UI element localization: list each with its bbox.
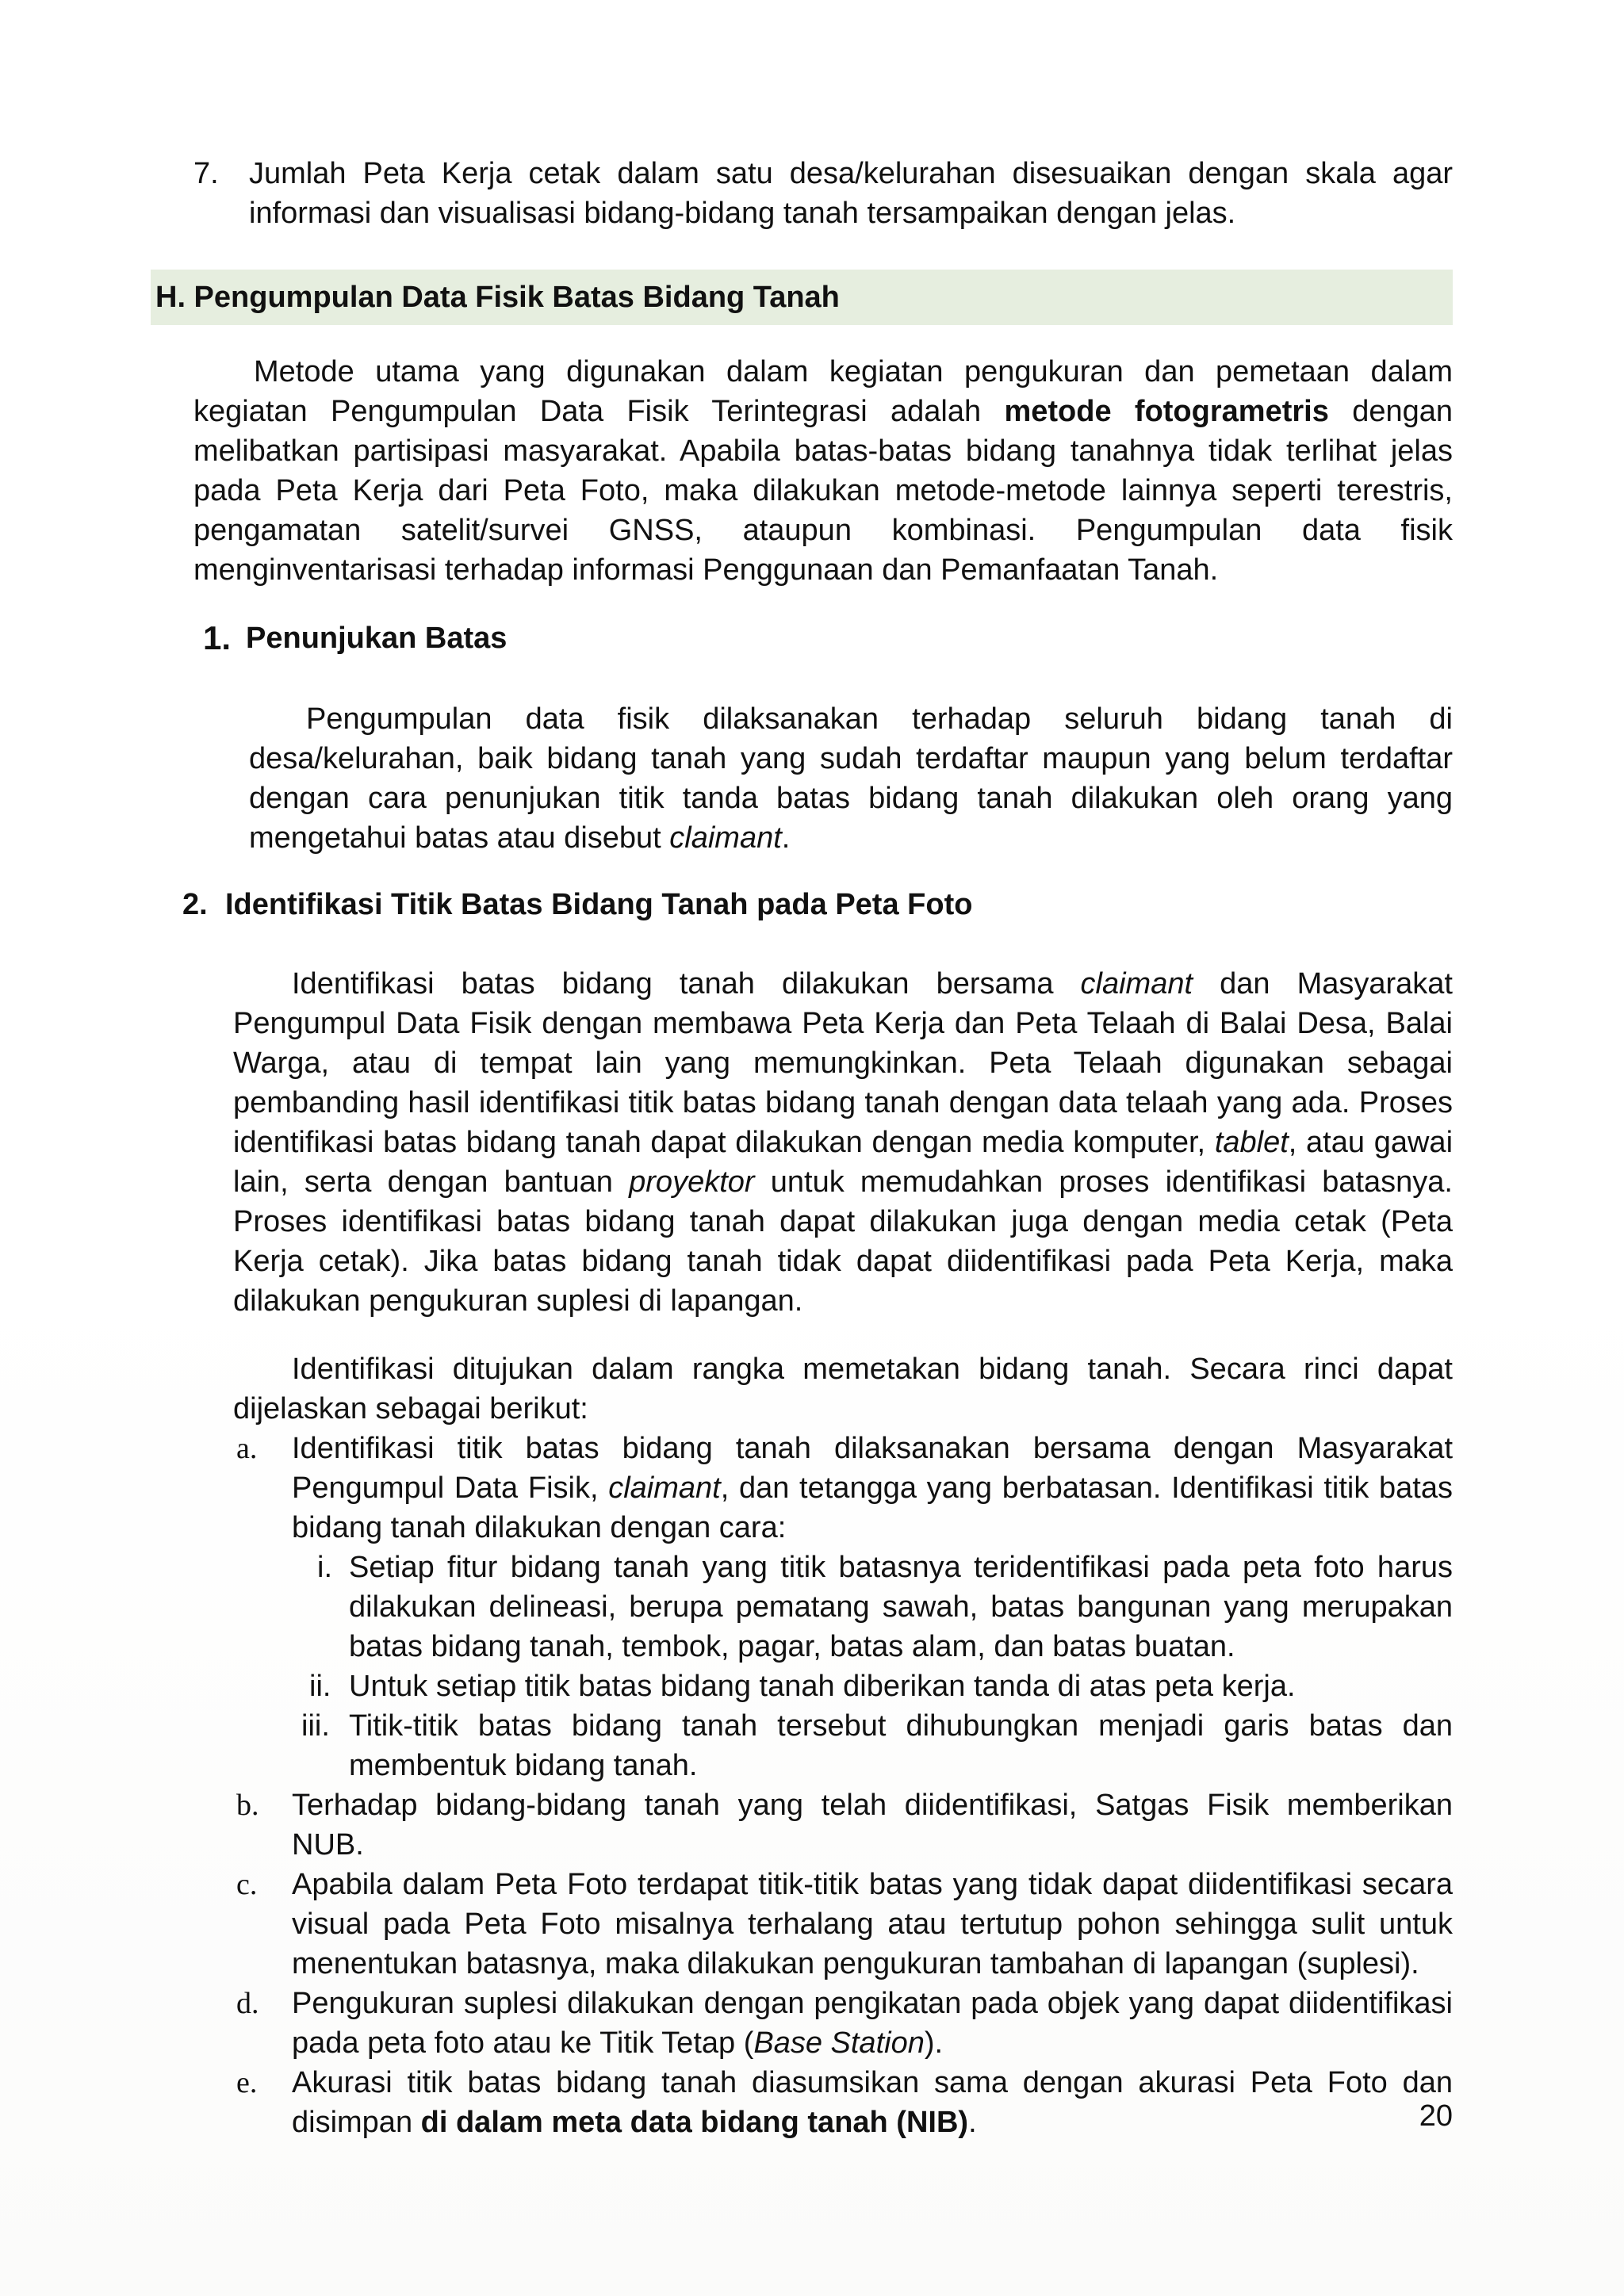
list-item-text: Jumlah Peta Kerja cetak dalam satu desa/kelurahan disesuaikan dengan skala agar informasi dan visualisasi bidang-bidang tanah tersampaikan dengan jelas. xyxy=(249,157,1453,230)
subheading-1 xyxy=(203,618,508,660)
section-h-paragraph: Metode utama yang digunakan dalam kegiatan pengukuran dan pemetaan dalam kegiatan Pengumpulan Data Fisik Terintegrasi adalah metode fotogrametris dengan melibatkan partisipasi masyarakat. Apabila batas-batas bidang tanahnya tidak terlihat jelas pada Peta Kerja dari Peta Foto, maka dilakukan metode-metode lainnya seperti terestris, pengamatan satelit/survei GNSS, ataupun kombinasi. Pengumpulan data fisik menginventarisasi terhadap informasi Penggunaan dan Pemanfaatan Tanah. xyxy=(193,355,1453,587)
roman-list xyxy=(233,1548,1453,1785)
section-heading-h: H. Pengumpulan Data Fisik Batas Bidang Tanah xyxy=(155,281,840,314)
list-item-text: Titik-titik batas bidang tanah tersebut dihubungkan menjadi garis batas dan membentuk bidang tanah. xyxy=(349,1709,1453,1782)
list-item xyxy=(233,2063,1453,2142)
italic-term: Base Station xyxy=(753,2026,925,2060)
list-roman: i. xyxy=(317,1551,332,1584)
italic-term: claimant xyxy=(669,821,782,855)
bold-term: di dalam meta data bidang tanah (NIB) xyxy=(420,2106,969,2139)
list-letter: c. xyxy=(236,1868,258,1901)
list-letter: b. xyxy=(236,1789,259,1822)
list-item xyxy=(309,1667,1453,1706)
list-roman: ii. xyxy=(309,1670,331,1703)
list-item xyxy=(233,1984,1453,2063)
list-letter: d. xyxy=(236,1987,259,2020)
list-item xyxy=(301,1706,1453,1785)
list-item-text: Pengukuran suplesi dilakukan dengan pengikatan pada objek yang dapat diidentifikasi pada peta foto atau ke Titik Tetap (Base Station). xyxy=(292,1987,1453,2060)
lettered-list xyxy=(233,1429,1453,2142)
list-roman: iii. xyxy=(301,1709,330,1743)
list-item-text: Untuk setiap titik batas bidang tanah diberikan tanda di atas peta kerja. xyxy=(349,1670,1296,1703)
italic-term: claimant xyxy=(1080,967,1193,1001)
list-letter: e. xyxy=(236,2066,258,2099)
list-item-text: Setiap fitur bidang tanah yang titik batasnya teridentifikasi pada peta foto harus dilakukan delineasi, berupa pematang sawah, batas bangunan yang merupakan batas bidang tanah, tembok, pagar, batas alam, dan batas buatan. xyxy=(349,1551,1453,1663)
list-item xyxy=(233,1865,1453,1984)
list-item xyxy=(233,1429,1453,1548)
list-letter: a. xyxy=(236,1432,258,1465)
italic-term: proyektor xyxy=(629,1165,755,1199)
list-item-7 xyxy=(193,154,1453,233)
page-number: 20 xyxy=(1419,2099,1453,2133)
list-item xyxy=(233,1785,1453,1865)
italic-term: tablet xyxy=(1214,1126,1289,1159)
sub1-paragraph: Pengumpulan data fisik dilaksanakan terhadap seluruh bidang tanah di desa/kelurahan, baik bidang tanah yang sudah terdaftar maupun yang belum terdaftar dengan cara penunjukan titik tanda batas bidang tanah dilakukan oleh orang yang mengetahui batas atau disebut claimant. xyxy=(249,702,1453,855)
bold-term: metode fotogrametris xyxy=(1004,395,1329,428)
sub2-paragraph-1: Identifikasi batas bidang tanah dilakukan bersama claimant dan Masyarakat Pengumpul Data Fisik dengan membawa Peta Kerja dan Peta Telaah di Balai Desa, Balai Warga, atau di tempat lain yang memungkinkan. Peta Telaah digunakan sebagai pembanding hasil identifikasi titik batas bidang tanah dengan data telaah yang ada. Proses identifikasi batas bidang tanah dapat dilakukan dengan media komputer, tablet, atau gawai lain, serta dengan bantuan proyektor untuk memudahkan proses identifikasi batasnya. Proses identifikasi batas bidang tanah dapat dilakukan juga dengan media cetak (Peta Kerja cetak). Jika batas bidang tanah tidak dapat diidentifikasi pada Peta Kerja, maka dilakukan pengukuran suplesi di lapangan. xyxy=(233,967,1454,1318)
list-number: 7. xyxy=(193,157,219,190)
list-item-text: Identifikasi titik batas bidang tanah dilaksanakan bersama dengan Masyarakat Pengumpul Data Fisik, claimant, dan tetangga yang berbatasan. Identifikasi titik batas bidang tanah dilakukan dengan cara: xyxy=(292,1432,1453,1544)
italic-term: claimant xyxy=(608,1471,721,1505)
subheading-number: 2. xyxy=(182,888,208,921)
list-item-text: Akurasi titik batas bidang tanah diasumsikan sama dengan akurasi Peta Foto dan disimpan di dalam meta data bidang tanah (NIB). xyxy=(292,2066,1453,2139)
section-heading-bar xyxy=(151,270,1453,325)
subheading-title: Identifikasi Titik Batas Bidang Tanah pada Peta Foto xyxy=(225,888,973,921)
subheading-title: Penunjukan Batas xyxy=(246,622,508,655)
subheading-2 xyxy=(182,885,973,924)
list-item xyxy=(317,1548,1453,1667)
list-item-text: Terhadap bidang-bidang tanah yang telah diidentifikasi, Satgas Fisik memberikan NUB. xyxy=(292,1789,1453,1862)
subheading-number: 1. xyxy=(203,619,232,656)
sub2-paragraph-2: Identifikasi ditujukan dalam rangka memetakan bidang tanah. Secara rinci dapat dijelaskan sebagai berikut: xyxy=(233,1353,1453,1425)
list-item-text: Apabila dalam Peta Foto terdapat titik-titik batas yang tidak dapat diidentifikasi secara visual pada Peta Foto misalnya terhalang atau tertutup pohon sehingga sulit untuk menentukan batasnya, maka dilakukan pengukuran tambahan di lapangan (suplesi). xyxy=(292,1868,1453,1980)
